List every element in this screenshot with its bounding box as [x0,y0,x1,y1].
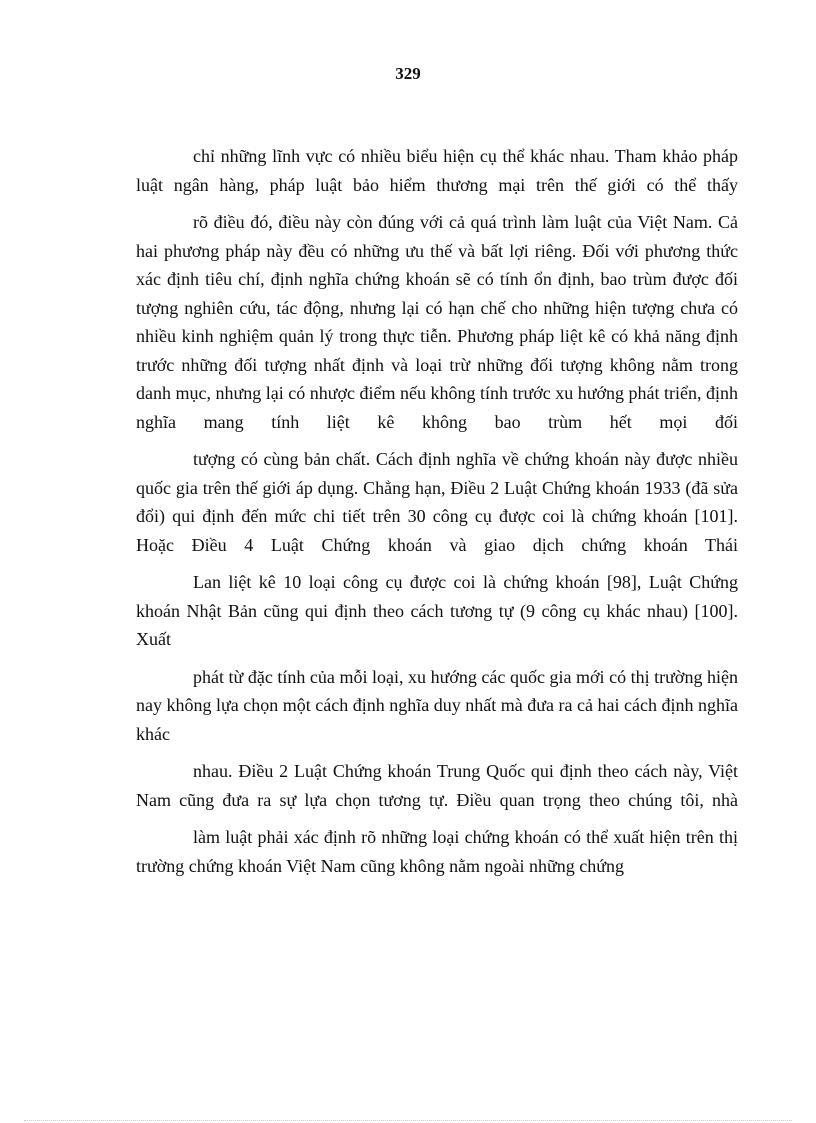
paragraph-5: phát từ đặc tính của mỗi loại, xu hướng các quốc gia mới có thị trường hiện nay không lựa chọn một cách định nghĩa duy nhất mà đưa ra cả hai cách định nghĩa khác [136,666,738,744]
paragraph-4: Lan liệt kê 10 loại công cụ được coi là chứng khoán [98], Luật Chứng khoán Nhật Bản cũng qui định theo cách tương tự (9 công cụ khác nhau) [100]. Xuất [136,572,738,649]
paragraph-2: rõ điều đó, điều này còn đúng với cả quá trình làm luật của Việt Nam. Cả hai phương pháp này đều có những ưu thế và bất lợi riêng. Đối với phương thức xác định tiêu chí, định nghĩa chứng khoán sẽ có tính ổn định, bao trùm được đối tượng nghiên cứu, tác động, nhưng lại có hạn chế cho những hiện tượng chưa có nhiều kinh nghiệm quản lý trong thực tiễn. Phương pháp liệt kê có khả năng định trước những đối tượng nhất định và loại trừ những đối tượng không nằm trong danh mục, nhưng lại có nhược điểm nếu không tính trước xu hướng phát triển, định nghĩa mang tính liệt kê không bao trùm hết mọi đối [136,212,738,432]
paragraph-6: nhau. Điều 2 Luật Chứng khoán Trung Quốc qui định theo cách này, Việt Nam cũng đưa ra sự lựa chọn tương tự. Điều quan trọng theo chúng tôi, nhà [136,761,738,810]
paragraph-7: làm luật phải xác định rõ những loại chứng khoán có thể xuất hiện trên thị trường chứng khoán Việt Nam cũng không nằm ngoài những chứng [136,827,738,876]
paragraph-3: tượng có cùng bản chất. Cách định nghĩa về chứng khoán này được nhiều quốc gia trên thế giới áp dụng. Chẳng hạn, Điều 2 Luật Chứng khoán 1933 (đã sửa đổi) qui định đến mức chi tiết trên 30 công cụ được coi là chứng khoán [101]. Hoặc Điều 4 Luật Chứng khoán và giao dịch chứng khoán Thái [136,449,738,555]
page-number: 329 [395,64,421,83]
bottom-divider [24,1120,792,1121]
document-body [136,142,738,880]
paragraph-1: chỉ những lĩnh vực có nhiều biểu hiện cụ thể khác nhau. Tham khảo pháp luật ngân hàng, pháp luật bảo hiểm thương mại trên thế giới có thể thấy [136,146,738,195]
